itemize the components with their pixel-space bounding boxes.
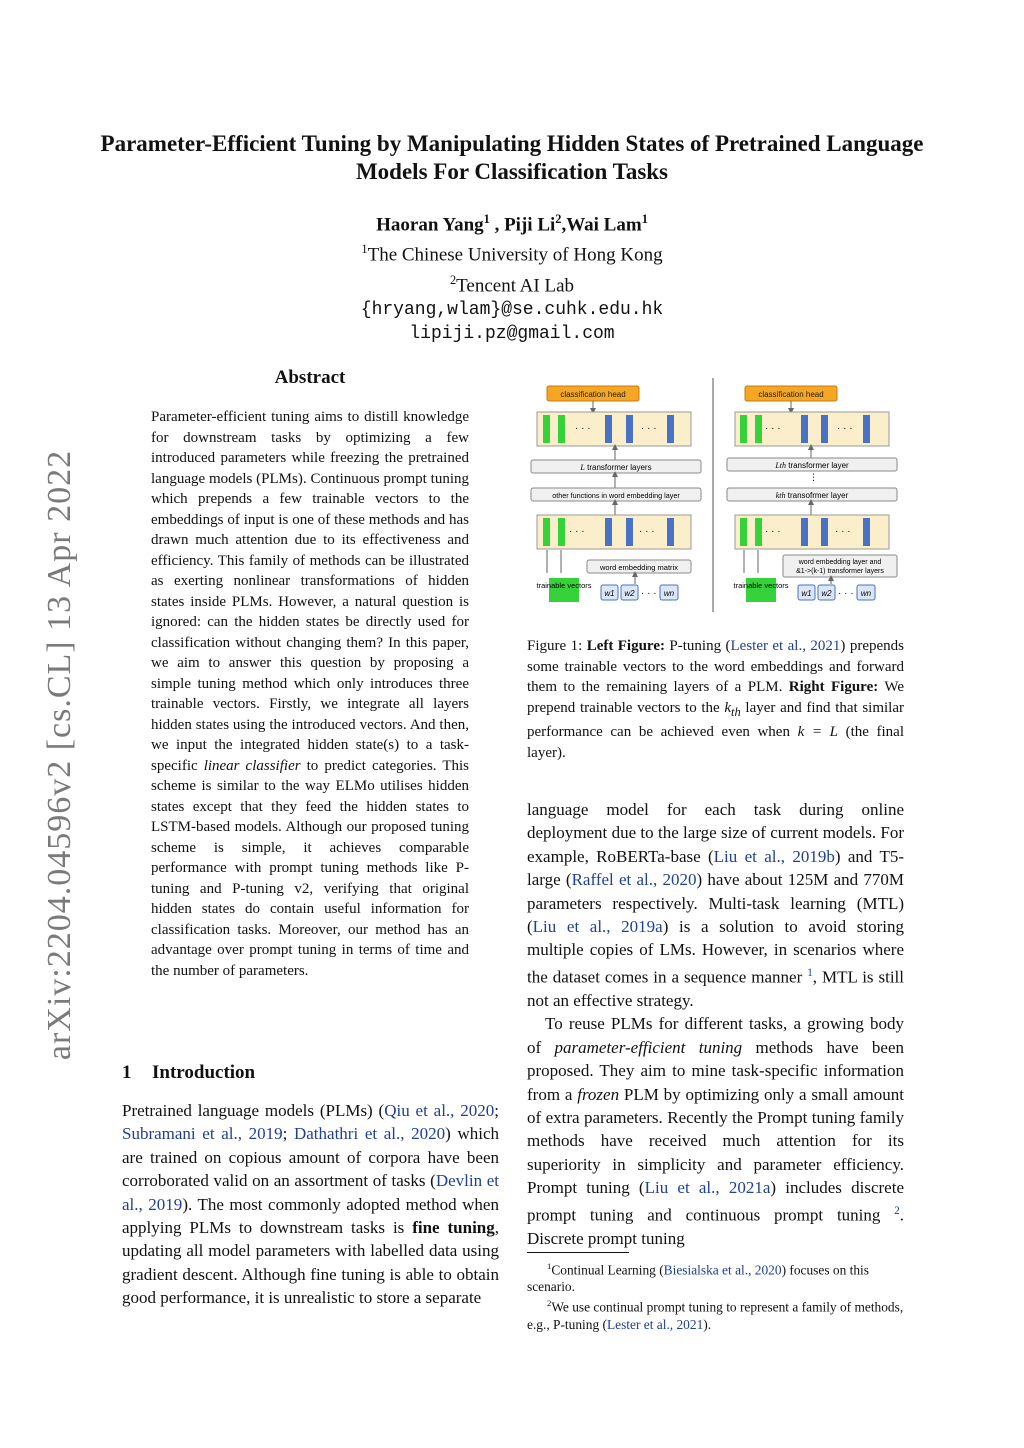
citation-link[interactable]: Devlin et al., 2019 xyxy=(122,1171,499,1214)
classification-head-label: classification head xyxy=(758,390,824,399)
token-label: wn xyxy=(663,589,675,598)
ellipsis: · · · xyxy=(838,588,854,599)
token-label: w1 xyxy=(604,589,615,598)
paper-title: Parameter-Efficient Tuning by Manipulating Hidden States of Pretrained Language Models For Classification Tasks xyxy=(100,131,924,184)
author-separator: , xyxy=(489,214,505,236)
embedding-vector xyxy=(605,518,612,546)
citation-link[interactable]: Lester et al., 2021 xyxy=(606,1316,704,1332)
ellipsis: · · · xyxy=(641,423,657,434)
affiliation-1: $^1$The Chinese University of Hong Kong xyxy=(361,242,663,266)
abstract-text: Parameter-efficient tuning aims to distill knowledge for downstream tasks by optimizing a few introduced parameters while freezing the pretrained language models (PLMs). Continuous prompt tuning which prepends a few trainable vectors to the embeddings of input is one of these methods and has drawn much attention due to its effectiveness and efficiency. This family of methods can be illustrated as exerting nonlinear transformations of hidden states inside PLMs. However, a natural question is ignored: can the hidden states be directly used for classification without changing them? In this paper, we aim to answer this question by proposing a simple tuning method which only introduces three trainable vectors. Firstly, we integrate all layers hidden states using the introduced vectors. And then, we input the integrated hidden state(s) to a task-specific linear classifier to predict categories. This scheme is similar to the way ELMo utilises hidden states except that they feed the hidden states to LSTM-based models. Although our proposed tuning scheme is simple, it achieves comparable performance with prompt tuning methods like P-tuning and P-tuning v2, verifying that original hidden states do contain useful information for classification tasks. Moreover, our method has an advantage over prompt tuning in terms of time and the number of parameters. xyxy=(151,409,469,979)
ellipsis: · · · xyxy=(765,423,781,434)
footnotes xyxy=(527,1258,904,1333)
trainable-vector xyxy=(558,518,565,546)
trainable-vector-output xyxy=(740,415,747,443)
other-functions-label: other functions in word embedding layer xyxy=(552,491,680,500)
ellipsis: · · · xyxy=(639,526,655,537)
final-transformer-layer-label: Lth transformer layer xyxy=(775,461,849,470)
section-heading: 1 Introduction xyxy=(122,1062,256,1083)
citation-link[interactable]: Liu et al., 2019a xyxy=(532,917,663,937)
embedding-vector xyxy=(667,518,674,546)
left-figure-panel xyxy=(531,386,701,602)
token-label: wn xyxy=(860,589,872,598)
kth-layer-label: kth transofrmer layer xyxy=(775,491,849,500)
ellipsis: · · · xyxy=(575,423,591,434)
author-email[interactable]: lipiji.pz@gmail.com xyxy=(409,323,615,344)
footnote-rule xyxy=(527,1252,629,1253)
word-embedding-matrix-label: word embedding matrix xyxy=(600,563,678,572)
ellipsis: · · · xyxy=(765,526,781,537)
author-name: Wai Lam xyxy=(566,214,642,236)
author-email[interactable]: {hryang,wlam}@se.cuhk.edu.hk xyxy=(360,299,664,320)
emphasis: linear classifier xyxy=(203,757,301,774)
citation-link[interactable]: Lester et al., 2021 xyxy=(730,638,841,654)
trainable-vector-output xyxy=(558,415,565,443)
affiliation-mark: 1 xyxy=(483,212,490,226)
citation-link[interactable]: Biesialska et al., 2020 xyxy=(663,1262,782,1278)
transformer-layers-label: L transformer layers xyxy=(580,463,652,472)
trainable-vector-output xyxy=(755,415,762,443)
body-paragraph: language model for each task during online deployment due to the large size of current models. For example, RoBERTa-base (Liu et al., 2019b) and T5-large (Raffel et al., 2020) have about 125M and 770M parameters respectively. Multi-task learning (MTL) (Liu et al., 2019a) is a solution to avoid storing multiple copies of LMs. However, in scenarios where the dataset comes in a sequence manner $^1$, MTL is still not an effective strategy. xyxy=(527,800,905,1010)
token-label: w2 xyxy=(821,589,832,598)
hidden-state-vector xyxy=(821,518,828,546)
token-label: w2 xyxy=(624,589,635,598)
citation-link[interactable]: Qiu et al., 2020 xyxy=(384,1101,495,1120)
footnote-mark[interactable]: 2 xyxy=(894,1204,900,1217)
embedding-vector xyxy=(626,518,633,546)
hidden-state-vector xyxy=(801,415,808,443)
figure-caption: Figure 1: Left Figure: P-tuning (Lester et al., 2021) prepends some trainable vectors to the word embeddings and forward them to the remaining layers of a PLM. Right Figure: We prepend trainable vectors to the $k_{th}$ layer and find that similar performance can be achieved even when k = L (the final layer). xyxy=(527,638,905,761)
affiliation-mark: 2 xyxy=(555,212,562,226)
hidden-state-vector xyxy=(863,518,870,546)
trainable-vector xyxy=(543,518,550,546)
hidden-state-vector xyxy=(801,518,808,546)
hidden-state-vector xyxy=(821,415,828,443)
hidden-state-vector xyxy=(626,415,633,443)
hidden-state-vector xyxy=(863,415,870,443)
body-paragraph: To reuse PLMs for different tasks, a growing body of parameter-efficient tuning methods have been proposed. They aim to mine task-specific information from a frozen PLM by optimizing only a small amount of extra parameters. Recently the Prompt tuning family methods have received much attention for its superiority in simplicity and parameter efficiency. Prompt tuning (Liu et al., 2021a) includes discrete prompt tuning and continuous prompt tuning $^2$. Discrete prompt tuning xyxy=(527,1014,904,1248)
citation-link[interactable]: Subramani et al., 2019 xyxy=(122,1124,283,1144)
citation-link[interactable]: Raffel et al., 2020 xyxy=(571,870,697,890)
author-separator: , xyxy=(561,214,567,236)
figure-1 xyxy=(525,378,910,618)
affiliation-mark: 1 xyxy=(641,212,648,226)
ellipsis: · · · xyxy=(569,526,585,537)
arxiv-stamp: arXiv:2204.04596v2 [cs.CL] 13 Apr 2022 xyxy=(41,449,78,1061)
right-figure-panel xyxy=(727,386,897,602)
author-name: Haoran Yang xyxy=(376,214,484,236)
hidden-state-vector xyxy=(667,415,674,443)
classification-head-label: classification head xyxy=(560,390,626,399)
author-names xyxy=(100,207,924,237)
author-block xyxy=(100,207,924,346)
trainable-vector xyxy=(755,518,762,546)
hidden-state-vector xyxy=(605,415,612,443)
ellipsis: · · · xyxy=(641,588,657,599)
citation-link[interactable]: Liu et al., 2021a xyxy=(644,1178,771,1198)
ellipsis: · · · xyxy=(835,526,851,537)
affiliation-2: $^2$Tencent AI Lab xyxy=(449,272,575,296)
vertical-ellipsis: ⋮ xyxy=(809,472,818,482)
bold-term: fine tuning xyxy=(412,1218,495,1238)
ellipsis: · · · xyxy=(837,423,853,434)
trainable-vectors-label: trainable vectors xyxy=(536,581,592,590)
footnote-mark[interactable]: 1 xyxy=(807,966,813,979)
token-label: w1 xyxy=(801,589,812,598)
citation-link[interactable]: Dathathri et al., 2020 xyxy=(293,1124,446,1144)
trainable-vector xyxy=(740,518,747,546)
footnote: $^1$Continual Learning (Biesialska et al., 2020) focuses on this scenario. xyxy=(527,1261,869,1295)
footnote: $^2$We use continual prompt tuning to represent a family of methods, e.g., P-tuning (Lester et al., 2021). xyxy=(527,1298,904,1332)
intro-paragraph: Pretrained language models (PLMs) (Qiu et al., 2020; Subramani et al., 2019; Dathathri et al., 2020) which are trained on copious amount of corpora have been corroborated valid on an assortment of tasks (Devlin et al., 2019). The most commonly adopted method when applying PLMs to downstream tasks is fine tuning, updating all model parameters with labelled data using gradient descent. Although fine tuning is able to obtain good performance, it is unrealistic to store a separate xyxy=(122,1101,499,1308)
embedding-and-lower-layers-label: word embedding layer and &1->(k-1) transformer layers xyxy=(796,559,884,575)
trainable-vector-output xyxy=(543,415,550,443)
trainable-vectors-label: trainable vectors xyxy=(733,581,789,590)
abstract-heading: Abstract xyxy=(274,367,346,388)
right-column-body xyxy=(527,798,904,1250)
author-name: Piji Li xyxy=(504,214,556,236)
citation-link[interactable]: Liu et al., 2019b xyxy=(713,846,835,866)
